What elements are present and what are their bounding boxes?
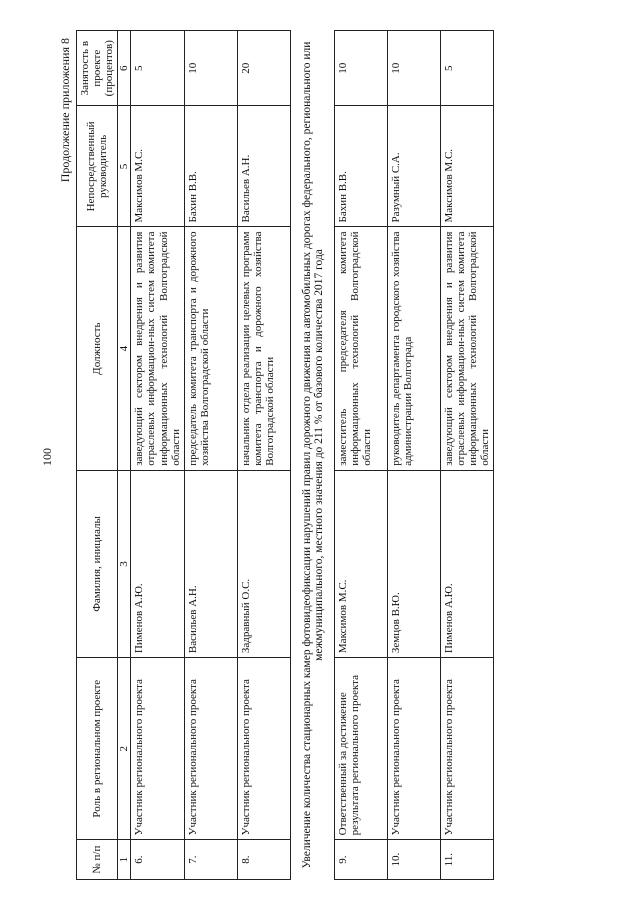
row-role: Участник регионального проекта: [131, 658, 184, 840]
row-name: Земцов В.Ю.: [388, 470, 441, 657]
column-number: 4: [118, 227, 131, 470]
row-manager: Максимов М.С.: [131, 106, 184, 227]
row-position: заведующий сектором внедрения и развития отраслевых информацион-ных систем комитета информационных технологий Волгоградской области: [441, 227, 494, 470]
table-row: [441, 31, 494, 880]
row-role: Участник регионального проекта: [184, 658, 237, 840]
table-row: [184, 31, 237, 880]
table-row: [131, 31, 184, 880]
row-name: Пименов А.Ю.: [131, 470, 184, 657]
row-load: 10: [184, 31, 237, 106]
row-manager: Васильев А.Н.: [237, 106, 290, 227]
header-manager: Непосредственный руководитель: [77, 106, 118, 227]
section-row: [290, 31, 334, 880]
row-manager: Бахин В.В.: [335, 106, 388, 227]
row-position: заместитель председателя комитета информационных технологий Волгоградской области: [335, 227, 388, 470]
row-num: 7.: [184, 840, 237, 880]
header-num: № п/п: [77, 840, 118, 880]
row-position: заведующий сектором внедрения и развития отраслевых информацион-ных систем комитета информационных технологий Волгоградской области: [131, 227, 184, 470]
row-name: Максимов М.С.: [335, 470, 388, 657]
row-num: 6.: [131, 840, 184, 880]
table-row: [335, 31, 388, 880]
continuation-title: Продолжение приложения 8: [58, 38, 72, 183]
row-name: Пименов А.Ю.: [441, 470, 494, 657]
row-num: 9.: [335, 840, 388, 880]
column-number: 5: [118, 106, 131, 227]
row-position: начальник отдела реализации целевых программ комитета транспорта и дорожного хозяйства Волгоградской области: [237, 227, 290, 470]
row-load: 20: [237, 31, 290, 106]
row-num: 10.: [388, 840, 441, 880]
table-row: [388, 31, 441, 880]
row-load: 5: [441, 31, 494, 106]
row-name: Задравный О.С.: [237, 470, 290, 657]
column-number: 6: [118, 31, 131, 106]
column-number-row: [118, 31, 131, 880]
section-title: Увеличение количества стационарных камер фотовидеофиксации нарушений правил дорожного движения на автомобильных дорогах федерального, регионального или межмуниципального, местного значения до 211 % от базового количества 2017 года: [300, 41, 326, 869]
row-manager: Бахин В.В.: [184, 106, 237, 227]
row-position: председатель комитета транспорта и дорожного хозяйства Волгоградской области: [184, 227, 237, 470]
row-position: руководитель департамента городского хозяйства администрации Волгограда: [388, 227, 441, 470]
row-name: Васильев А.Н.: [184, 470, 237, 657]
header-load: Занятость в проекте (процентов): [77, 31, 118, 106]
row-manager: Максимов М.С.: [441, 106, 494, 227]
header-position: Должность: [77, 227, 118, 470]
page-number: 100: [40, 448, 54, 466]
row-role: Участник регионального проекта: [388, 658, 441, 840]
row-num: 8.: [237, 840, 290, 880]
header-role: Роль в региональном проекте: [77, 658, 118, 840]
row-load: 5: [131, 31, 184, 106]
row-load: 10: [388, 31, 441, 106]
header-row: [77, 31, 118, 880]
row-num: 11.: [441, 840, 494, 880]
column-number: 3: [118, 470, 131, 657]
header-name: Фамилия, инициалы: [77, 470, 118, 657]
column-number: 2: [118, 658, 131, 840]
column-number: 1: [118, 840, 131, 880]
table-row: [237, 31, 290, 880]
row-manager: Разумный С.А.: [388, 106, 441, 227]
rotated-page: [58, 30, 618, 880]
row-role: Участник регионального проекта: [441, 658, 494, 840]
row-load: 10: [335, 31, 388, 106]
row-role: Ответственный за достижение результата регионального проекта: [335, 658, 388, 840]
row-role: Участник регионального проекта: [237, 658, 290, 840]
project-team-table: [76, 30, 494, 880]
